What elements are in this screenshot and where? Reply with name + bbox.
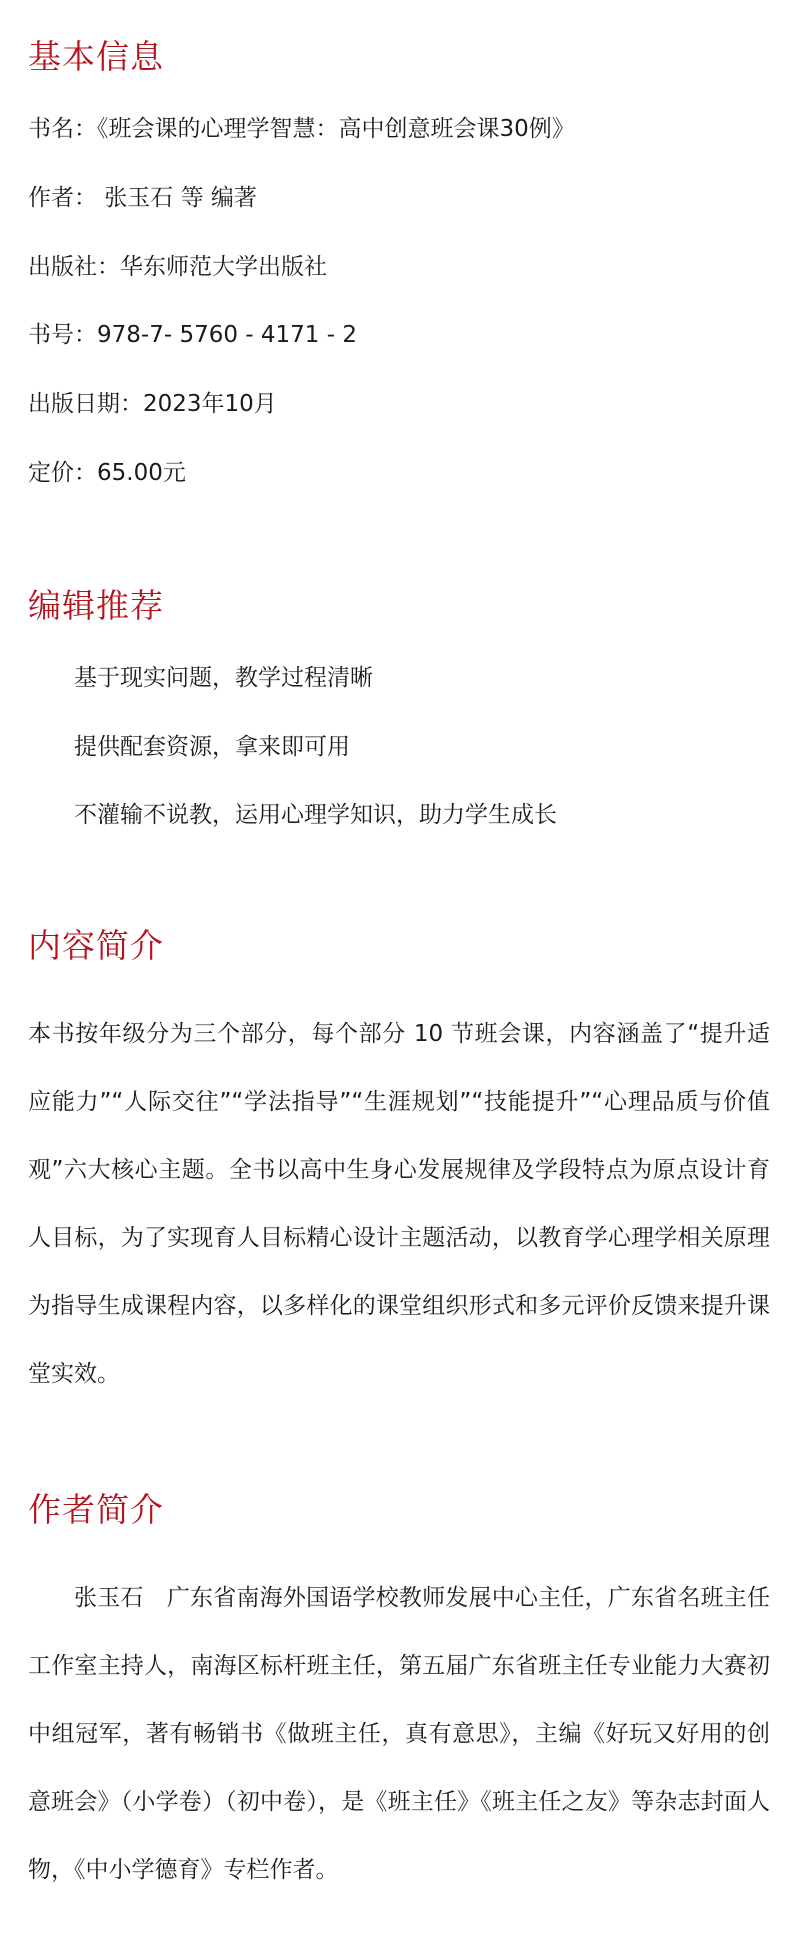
- book-title-line: 书名：《班会课的心理学智慧：高中创意班会课30例》: [28, 116, 575, 142]
- author-intro-section: [28, 1490, 770, 1530]
- recommend-item: 不灌输不说教，运用心理学知识，助力学生成长: [74, 802, 557, 828]
- publisher-line: 出版社：华东师范大学出版社: [28, 254, 327, 280]
- pub-date-line: 出版日期：2023年10月: [28, 391, 277, 417]
- author-intro-heading: 作者简介: [28, 1490, 164, 1529]
- author-line: 作者： 张玉石 等 编著: [28, 185, 257, 211]
- price-line: 定价：65.00元: [28, 460, 186, 486]
- basic-info-heading: 基本信息: [28, 37, 164, 76]
- author-intro-text: 张玉石 广东省南海外国语学校教师发展中心主任，广东省名班主任工作室主持人，南海区标杆班主任，第五届广东省班主任专业能力大赛初中组冠军，著有畅销书《做班主任，真有意思》，主编《好玩又好用的创意班会》（小学卷）（初中卷），是《班主任》《班主任之友》等杂志封面人物，《中小学德育》专栏作者。: [28, 1585, 770, 1883]
- isbn-line: 书号：978-7- 5760 - 4171 - 2: [28, 322, 357, 348]
- recommend-item: 提供配套资源，拿来即可用: [74, 734, 350, 760]
- editor-recommend-heading: 编辑推荐: [28, 586, 164, 625]
- content-intro-heading: 内容简介: [28, 926, 164, 965]
- basic-info-section: [28, 37, 770, 77]
- editor-recommend-section: [28, 586, 770, 626]
- content-intro-text: 本书按年级分为三个部分，每个部分 10 节班会课，内容涵盖了“提升适应能力”“人际交往”“学法指导”“生涯规划”“技能提升”“心理品质与价值观”六大核心主题。全书以高中生身心发展规律及学段特点为原点设计育人目标，为了实现育人目标精心设计主题活动，以教育学心理学相关原理为指导生成课程内容，以多样化的课堂组织形式和多元评价反馈来提升课堂实效。: [28, 1021, 770, 1387]
- content-intro-section: [28, 926, 770, 966]
- recommend-item: 基于现实问题，教学过程清晰: [74, 665, 373, 691]
